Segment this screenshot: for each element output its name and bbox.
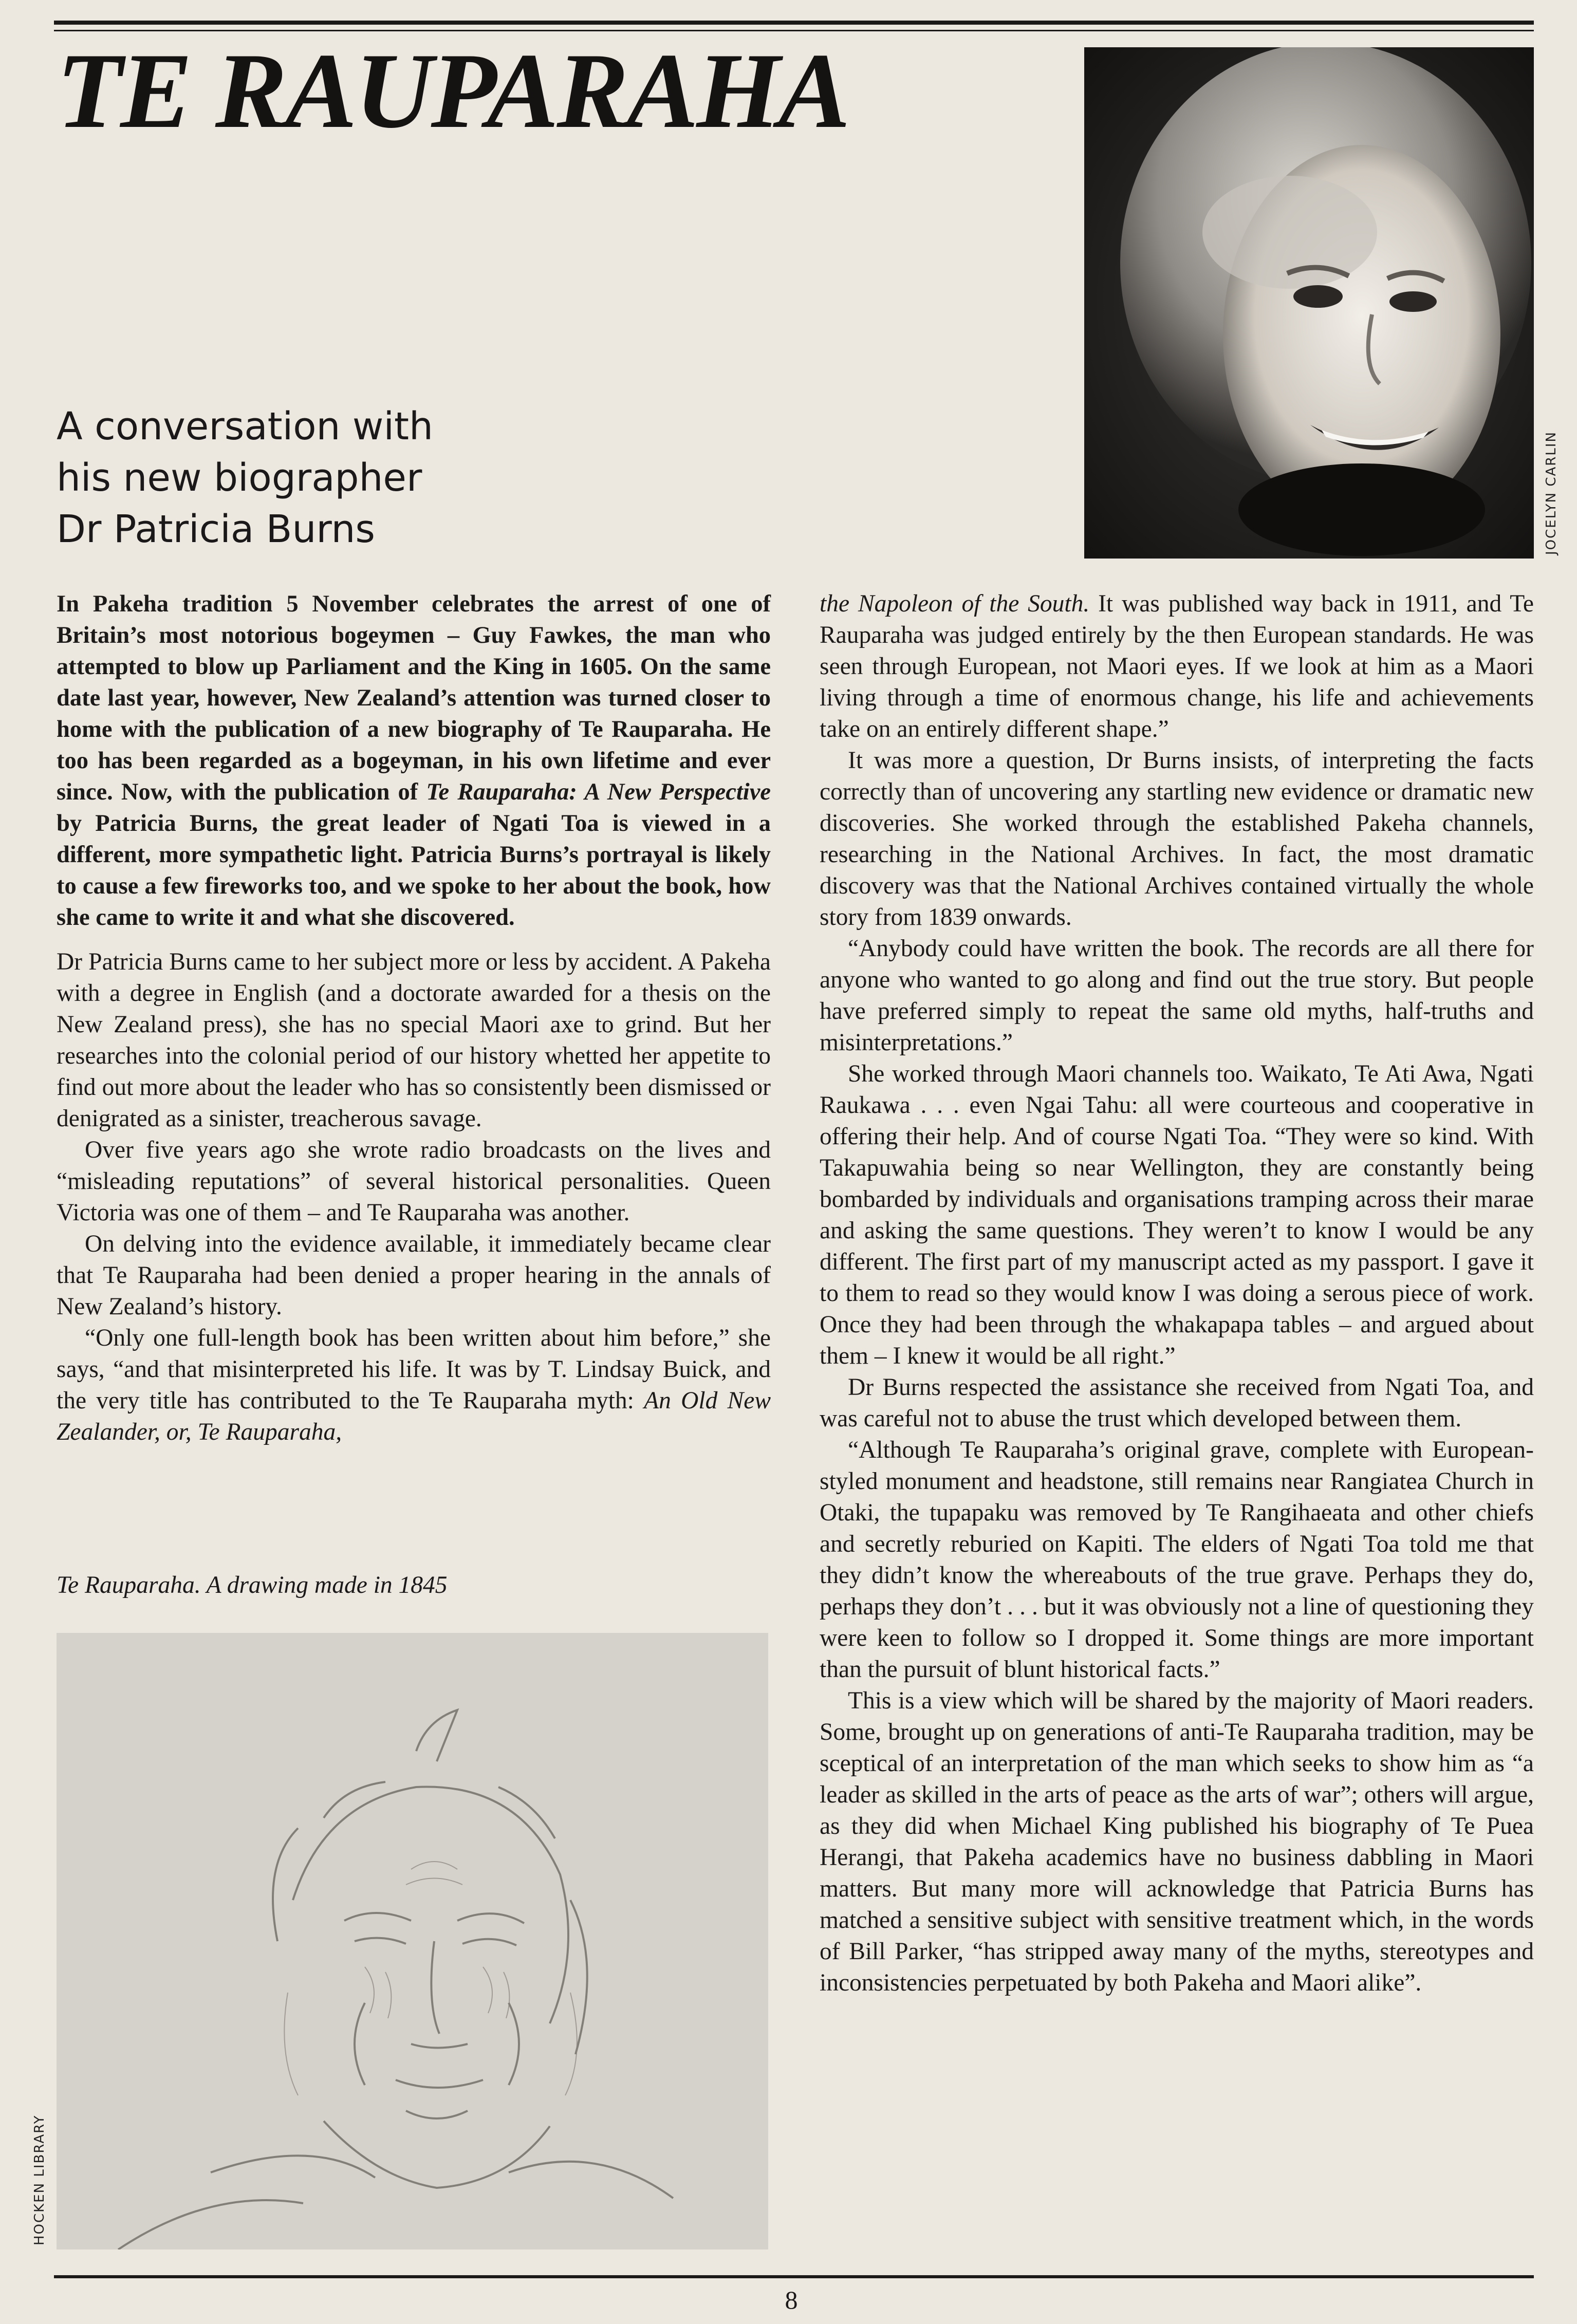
top-rule [54, 21, 1534, 25]
portrait-photo-image [1084, 47, 1534, 559]
left-paragraph-4 [57, 1323, 771, 1448]
right-paragraph-5: Dr Burns respected the assistance she received from Ngati Toa, and was careful not to abuse the trust which developed between them. [820, 1374, 1534, 1432]
drawing-credit: HOCKEN LIBRARY [32, 2114, 47, 2245]
article-headline: TE RAUPARAHA [57, 31, 848, 151]
left-paragraph-3: On delving into the evidence available, it immediately became clear that Te Rauparaha had been denied a proper hearing in the annals of New Zealand’s history. [57, 1231, 771, 1320]
portrait-photo-credit: JOCELYN CARLIN [1544, 431, 1559, 555]
left-column [57, 588, 771, 1448]
left-paragraph-2: Over five years ago she wrote radio broadcasts on the lives and “misleading reputations” of several historical personalities. Queen Victoria was one of them – and Te Rauparaha was another. [57, 1137, 771, 1226]
right-paragraph-6: “Although Te Rauparaha’s original grave, complete with European-styled monument and headstone, still remains near Rangiatea Church in Otaki, the tupapaku was removed by Te Rangihaeata and other chiefs and secretly reburied on Kapiti. The elders of Ngati Toa told me that they didn’t know the whereabouts of the true grave. Perhaps they do, perhaps they don’t . . . but it was obviously not a line of questioning they were keen to follow so I dropped it. Some things are more important than the pursuit of blunt historical facts.” [820, 1437, 1534, 1683]
right-paragraph-1-text: It was published way back in 1911, and Te Rauparaha was judged entirely by the then European standards. He was seen through European, not Maori eyes. If we look at him as a Maori living through a time of enormous change, his life and achievements take on an entirely different shape.” [820, 590, 1534, 742]
right-column [820, 588, 1534, 1999]
subhead-line-1: A conversation with [57, 404, 433, 449]
intro-paragraph [57, 588, 771, 933]
intro-text-1: In Pakeha tradition 5 November celebrates the arrest of one of Britain’s most notorious bogeymen – Guy Fawkes, the man who attempted to blow up Parliament and the King in 1605. On the same date last year, however, New Zealand’s attention was turned closer to home with the publication of a new biography of Te Rauparaha. He too has been regarded as a bogeyman, in his own lifetime and ever since. Now, with the publication of [57, 591, 771, 805]
drawing-caption: Te Rauparaha. A drawing made in 1845 [57, 1572, 448, 1598]
left-paragraph-4-text: “Only one full-length book has been written about him before,” she says, “and that misinterpreted his life. It was by T. Lindsay Buick, and the very title has contributed to the Te Rauparaha myth: [57, 1325, 771, 1414]
right-paragraph-3: “Anybody could have written the book. The records are all there for anyone who wanted to go along and find out the true story. But people have preferred simply to repeat the same old myths, half-truths and misinterpretations.” [820, 935, 1534, 1056]
left-paragraph-1: Dr Patricia Burns came to her subject more or less by accident. A Pakeha with a degree in English (and a doctorate awarded for a thesis on the New Zealand press), she has no special Maori axe to grind. But her researches into the colonial period of our history whetted her appetite to find out more about the leader who has so consistently been dismissed or denigrated as a sinister, treacherous savage. [57, 949, 771, 1132]
page-number: 8 [785, 2285, 798, 2314]
portrait-drawing [57, 1633, 768, 2249]
bottom-rule [54, 2275, 1534, 2278]
intro-text-2: by Patricia Burns, the great leader of Ngati Toa is viewed in a different, more sympathetic light. Patricia Burns’s portrayal is likely to cause a few fireworks too, and we spoke to her about the book, how she came to write it and what she discovered. [57, 810, 771, 931]
right-paragraph-1-title: the Napoleon of the South. [820, 590, 1090, 617]
intro-book-title: Te Rauparaha: A New Perspective [426, 779, 771, 805]
right-paragraph-2: It was more a question, Dr Burns insists, of interpreting the facts correctly than of uncovering any startling new evidence or dramatic new discoveries. She worked through the established Pakeha channels, researching in the National Archives. In fact, the most dramatic discovery was that the National Archives contained virtually the whole story from 1839 onwards. [820, 747, 1534, 931]
article-subhead [57, 401, 570, 555]
subhead-line-3: Dr Patricia Burns [57, 507, 375, 551]
right-paragraph-1 [820, 588, 1534, 745]
subhead-line-2: his new biographer [57, 456, 422, 500]
left-paragraph-4-title: An Old New Zealander, or, Te Rauparaha, [57, 1387, 771, 1445]
portrait-drawing-image [57, 1633, 768, 2249]
right-paragraph-4: She worked through Maori channels too. Waikato, Te Ati Awa, Ngati Raukawa . . . even Ngai Tahu: all were courteous and cooperative in offering their help. And of course Ngati Toa. “They were so kind. With Takapuwahia being so near Wellington, they are constantly being bombarded by individuals and organisations tramping across their marae and asking the same questions. They weren’t to know I would be any different. The first part of my manuscript acted as my passport. I gave it to them to read so they would know I was doing a serous piece of work. Once they had been through the whakapapa tables – and argued about them – I knew it would be all right.” [820, 1061, 1534, 1369]
portrait-photo [1084, 47, 1534, 559]
right-paragraph-7: This is a view which will be shared by the majority of Maori readers. Some, brought up on generations of anti-Te Rauparaha tradition, may be sceptical of an interpretation of the man which seeks to show him as “a leader as skilled in the arts of peace as the arts of war”; others will argue, as they did when Michael King published his biography of Te Puea Herangi, that Pakeha academics have no business dabbling in Maori matters. But many more will acknowledge that Patricia Burns has matched a sensitive subject with sensitive treatment which, in the words of Bill Parker, “has stripped away many of the myths, stereotypes and inconsistencies perpetuated by both Pakeha and Maori alike”. [820, 1687, 1534, 1996]
